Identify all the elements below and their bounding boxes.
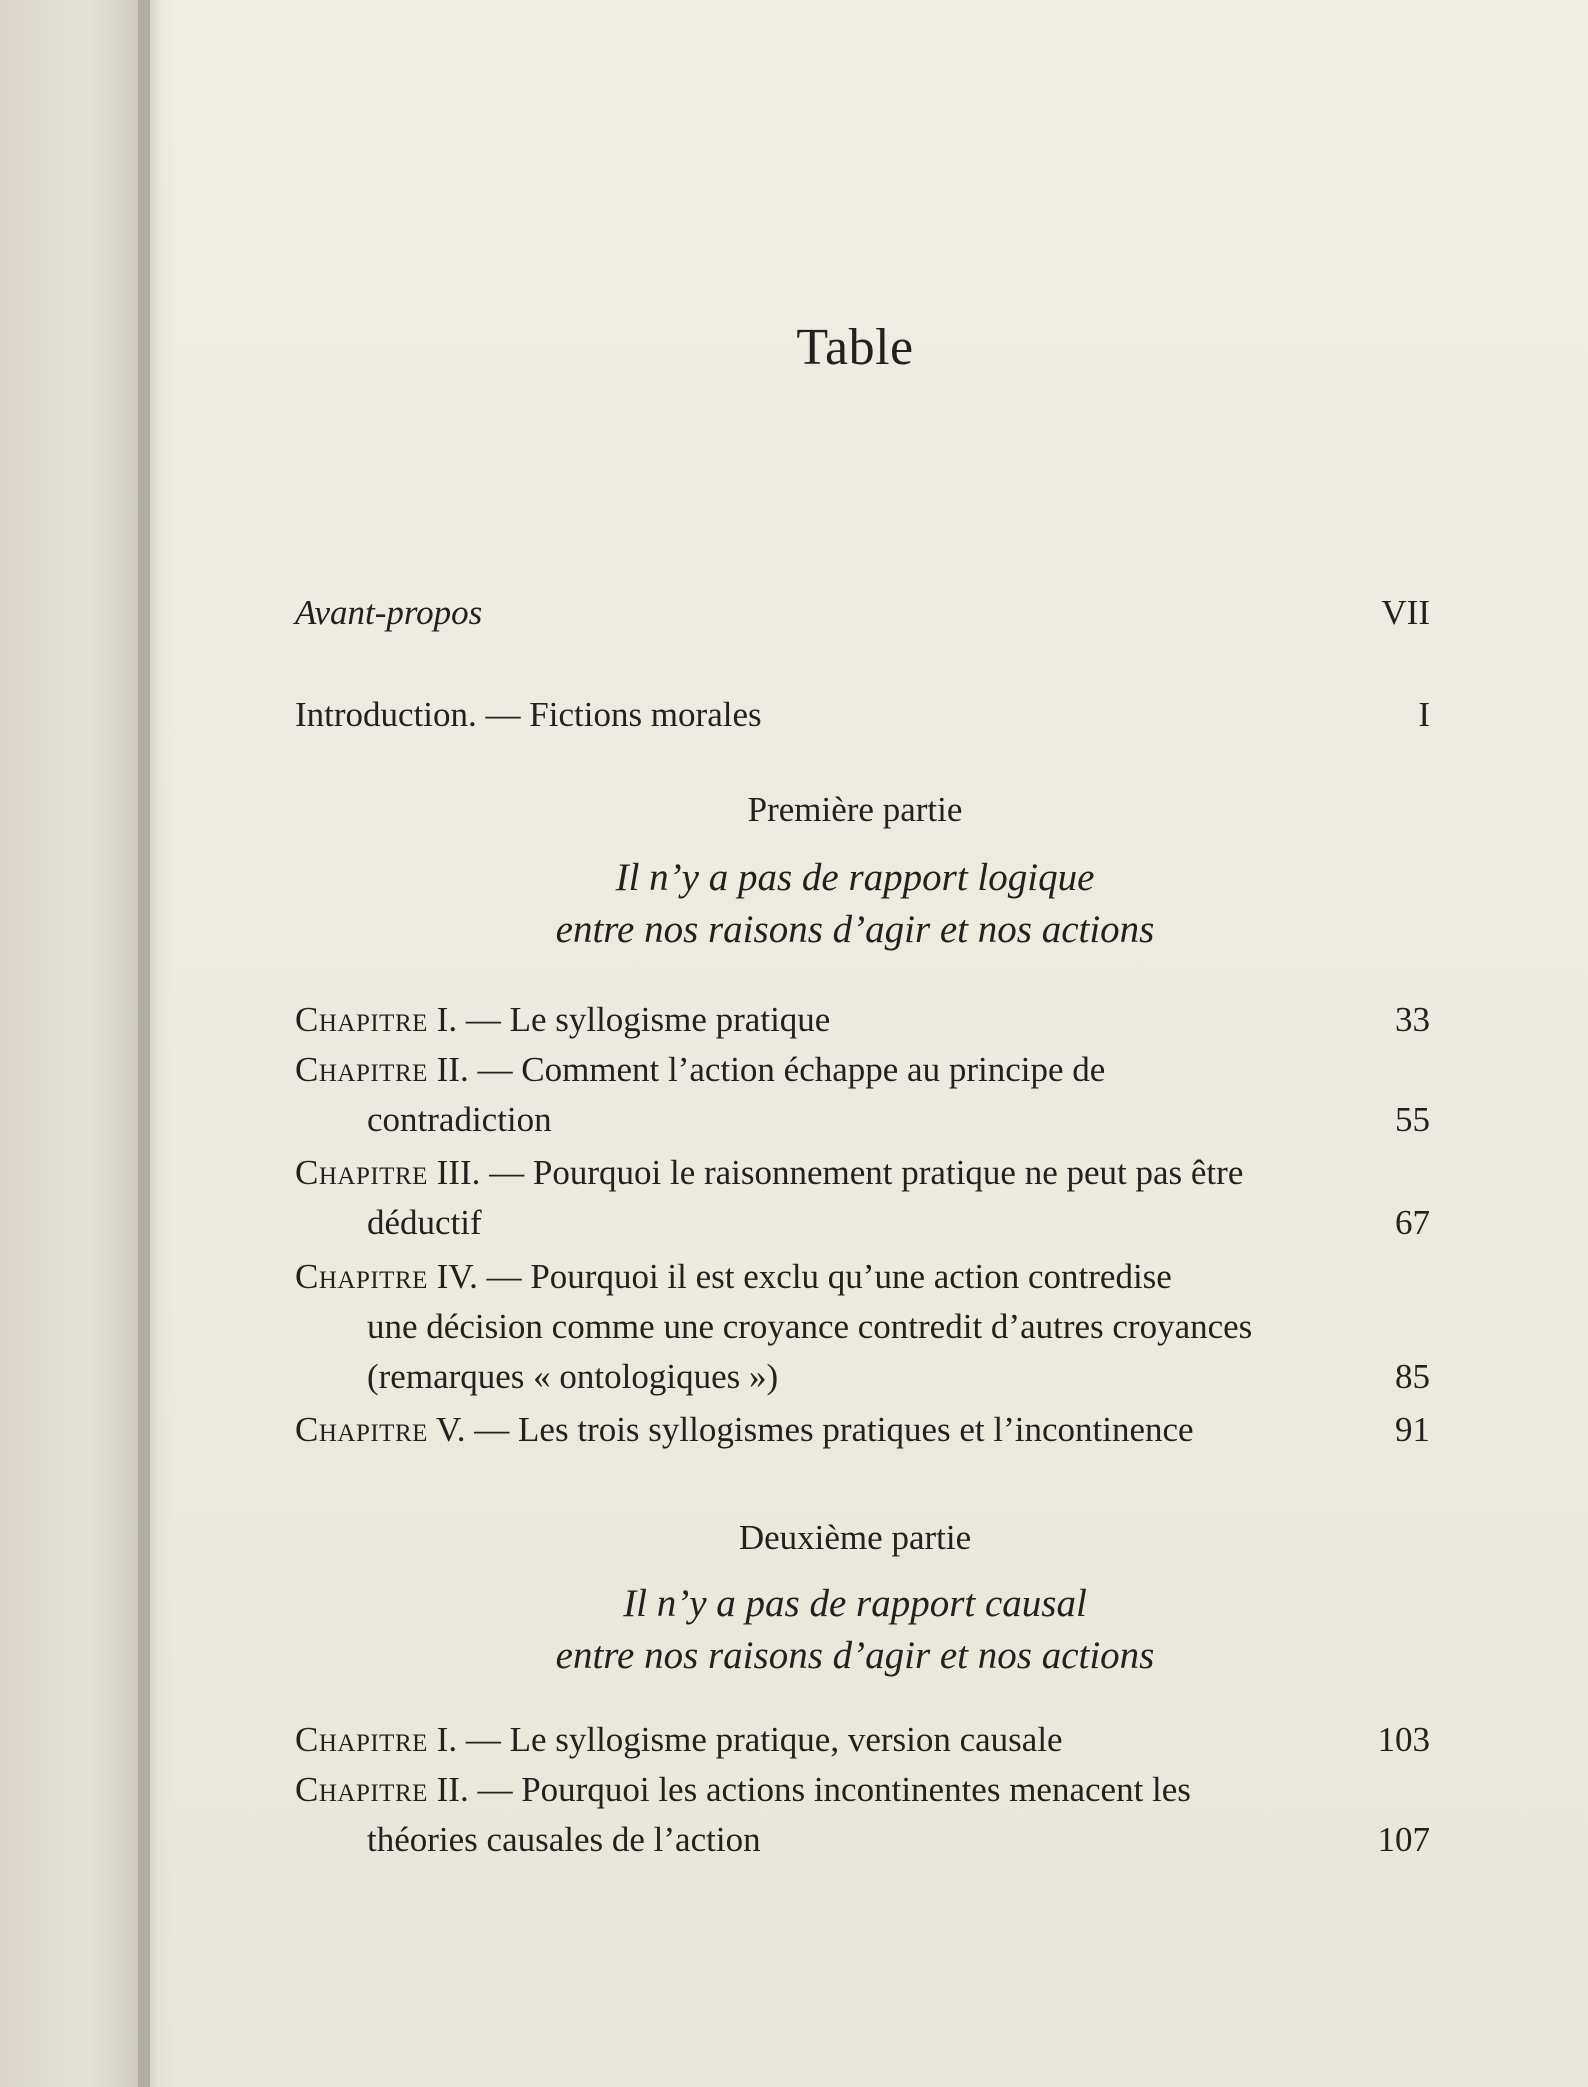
chapter-number: III [436, 1153, 472, 1192]
chapter-title: Comment l’action échappe au principe de [521, 1050, 1106, 1089]
chapter-title-continuation: contradiction [367, 1100, 552, 1139]
chapter-number: IV [436, 1257, 470, 1296]
entry-page-number: 67 [1395, 1203, 1430, 1242]
separator: . — [448, 1720, 510, 1759]
separator: . — [448, 1000, 510, 1039]
part-label: Deuxième partie [738, 1518, 972, 1557]
entry-page-number: 107 [1377, 1820, 1430, 1859]
toc-entry-chapter [295, 1045, 1430, 1145]
chapter-prefix: Chapitre [295, 1050, 428, 1089]
entry-page-number: 85 [1395, 1357, 1430, 1396]
adjacent-page-edge [0, 0, 150, 2087]
chapter-prefix: Chapitre [295, 1000, 428, 1039]
chapter-number: II [436, 1050, 460, 1089]
part-label: Première partie [747, 790, 963, 829]
entry-label: Introduction. — Fictions morales [295, 695, 762, 734]
part-title [295, 1578, 1415, 1682]
separator: . — [459, 1050, 522, 1089]
toc-entry-chapter [295, 1405, 1430, 1455]
chapter-title: Le syllogisme pratique [509, 1000, 831, 1039]
book-gutter [138, 0, 174, 2087]
entry-page-number: 55 [1395, 1100, 1430, 1139]
chapter-number: V [436, 1410, 457, 1449]
chapter-number: I [436, 1000, 449, 1039]
toc-entry-chapter [295, 995, 1430, 1045]
table-of-contents [295, 0, 1430, 2087]
entry-page-number: 33 [1395, 1000, 1430, 1039]
separator: . — [471, 1153, 533, 1192]
chapter-title-continuation: une décision comme une croyance contredit d’autres croyances [367, 1307, 1253, 1346]
part-title-line: entre nos raisons d’agir et nos actions [555, 1634, 1155, 1677]
chapter-title: Pourquoi il est exclu qu’une action contredise [530, 1257, 1172, 1296]
entry-page-number: 103 [1377, 1720, 1430, 1759]
separator: . — [459, 1770, 522, 1809]
chapter-prefix: Chapitre [295, 1770, 428, 1809]
part-title-line: entre nos raisons d’agir et nos actions [555, 908, 1155, 951]
entry-page-number: VII [1381, 593, 1430, 632]
chapter-number: II [436, 1770, 460, 1809]
entry-page-number: 91 [1395, 1410, 1430, 1449]
chapter-title: Pourquoi le raisonnement pratique ne peut pas être [532, 1153, 1244, 1192]
chapter-title: Le syllogisme pratique, version causale [509, 1720, 1063, 1759]
entry-page-number: I [1418, 695, 1430, 734]
chapter-prefix: Chapitre [295, 1153, 428, 1192]
toc-entry-chapter [295, 1765, 1430, 1865]
part-title-line: Il n’y a pas de rapport logique [615, 856, 1095, 899]
chapter-prefix: Chapitre [295, 1410, 428, 1449]
separator: . — [456, 1410, 519, 1449]
chapter-prefix: Chapitre [295, 1720, 428, 1759]
page-title: Table [796, 319, 914, 376]
chapter-title: Les trois syllogismes pratiques et l’incontinence [518, 1410, 1194, 1449]
toc-entry-chapter [295, 1148, 1430, 1248]
separator: . — [469, 1257, 531, 1296]
part-title [295, 852, 1415, 956]
chapter-title-continuation: déductif [367, 1203, 482, 1242]
chapter-title: Pourquoi les actions incontinentes menacent les [521, 1770, 1191, 1809]
chapter-title-continuation: théories causales de l’action [367, 1820, 761, 1859]
toc-entry-introduction [295, 690, 1430, 740]
part-title-line: Il n’y a pas de rapport causal [623, 1582, 1087, 1625]
toc-entry-chapter [295, 1252, 1430, 1402]
toc-entry-avant-propos [295, 588, 1430, 638]
chapter-number: I [436, 1720, 449, 1759]
toc-entry-chapter [295, 1715, 1430, 1765]
chapter-title-continuation: (remarques « ontologiques ») [367, 1357, 779, 1396]
chapter-prefix: Chapitre [295, 1257, 428, 1296]
entry-label: Avant-propos [295, 593, 483, 632]
